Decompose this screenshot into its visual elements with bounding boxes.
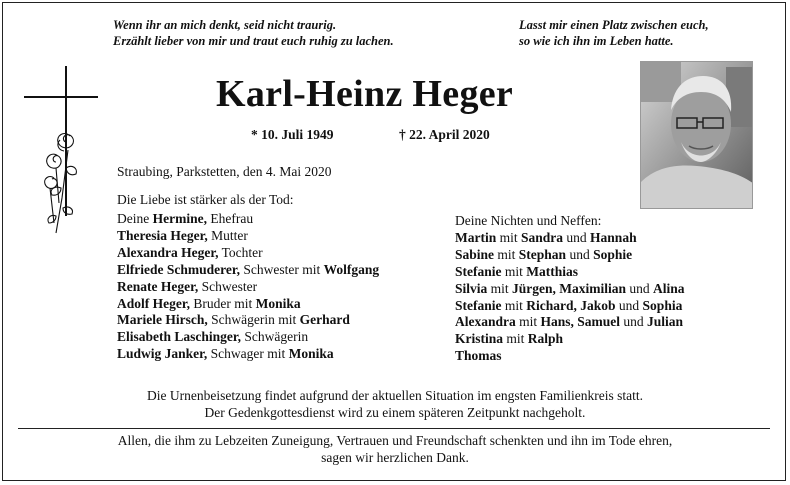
- family-right-entry: Thomas: [455, 348, 502, 364]
- family-left-entry: Elisabeth Laschinger, Schwägerin: [117, 329, 309, 345]
- family-left-entry: Deine Hermine, Ehefrau: [117, 211, 254, 226]
- family-left-entry: Renate Heger, Schwester: [117, 278, 258, 294]
- death-date: † 22. April 2020: [399, 127, 490, 142]
- burial-notice-line: Die Urnenbeisetzung findet aufgrund der aktuellen Situation im engsten Familienkreis statt.: [147, 388, 643, 403]
- family-left-entry: Mariele Hirsch, Schwägerin mit Gerhard: [117, 312, 350, 328]
- family-right-list: [455, 213, 685, 365]
- family-left-entry: Ludwig Janker, Schwager mit Monika: [117, 346, 334, 362]
- thanks-line: Allen, die ihm zu Lebzeiten Zuneigung, Vertrauen und Freundschaft schenkten und ihn im Tode ehren,: [117, 433, 673, 448]
- birth-date: * 10. Juli 1949: [251, 127, 334, 142]
- quote-left: [113, 17, 394, 49]
- deceased-name: Karl-Heinz Heger: [216, 73, 514, 115]
- burial-notice: [0, 388, 790, 422]
- family-right-entry: Martin mit Sandra und Hannah: [455, 229, 637, 245]
- family-left-entry: Elfriede Schmuderer, Schwester mit Wolfgang: [117, 261, 380, 277]
- family-left-entry: Theresia Heger, Mutter: [117, 227, 248, 243]
- quote-left-line: Wenn ihr an mich denkt, seid nicht traurig.: [113, 18, 337, 32]
- thanks-note: [0, 433, 790, 467]
- quote-right-line: Lasst mir einen Platz zwischen euch,: [519, 18, 709, 32]
- family-right-entry: Silvia mit Jürgen, Maximilian und Alina: [455, 280, 685, 296]
- family-left-entry: Adolf Heger, Bruder mit Monika: [117, 295, 301, 311]
- place-date: Straubing, Parkstetten, den 4. Mai 2020: [117, 164, 332, 179]
- family-right-entry: Sabine mit Stephan und Sophie: [455, 246, 633, 262]
- family-right-heading: Deine Nichten und Neffen:: [455, 213, 602, 228]
- family-right-entry: Stefanie mit Matthias: [455, 263, 579, 279]
- divider: [18, 428, 770, 429]
- family-right-entry: Alexandra mit Hans, Samuel und Julian: [455, 314, 684, 330]
- rose-icon: [32, 128, 92, 238]
- family-left-entry: Alexandra Heger, Tochter: [117, 244, 263, 260]
- thanks-line: sagen wir herzlichen Dank.: [321, 449, 469, 465]
- portrait-photo: [640, 61, 753, 209]
- quote-right: [519, 17, 709, 49]
- burial-notice-line: Der Gedenkgottesdienst wird zu einem späteren Zeitpunkt nachgeholt.: [204, 404, 586, 420]
- family-left-list: [117, 211, 379, 363]
- family-right-entry: Kristina mit Ralph: [455, 331, 564, 347]
- family-right-entry: Stefanie mit Richard, Jakob und Sophia: [455, 297, 683, 313]
- quote-left-line: Erzählt lieber von mir und traut euch ruhig zu lachen.: [113, 34, 394, 48]
- quote-right-line: so wie ich ihn im Leben hatte.: [519, 34, 674, 48]
- motto: Die Liebe ist stärker als der Tod:: [117, 192, 294, 207]
